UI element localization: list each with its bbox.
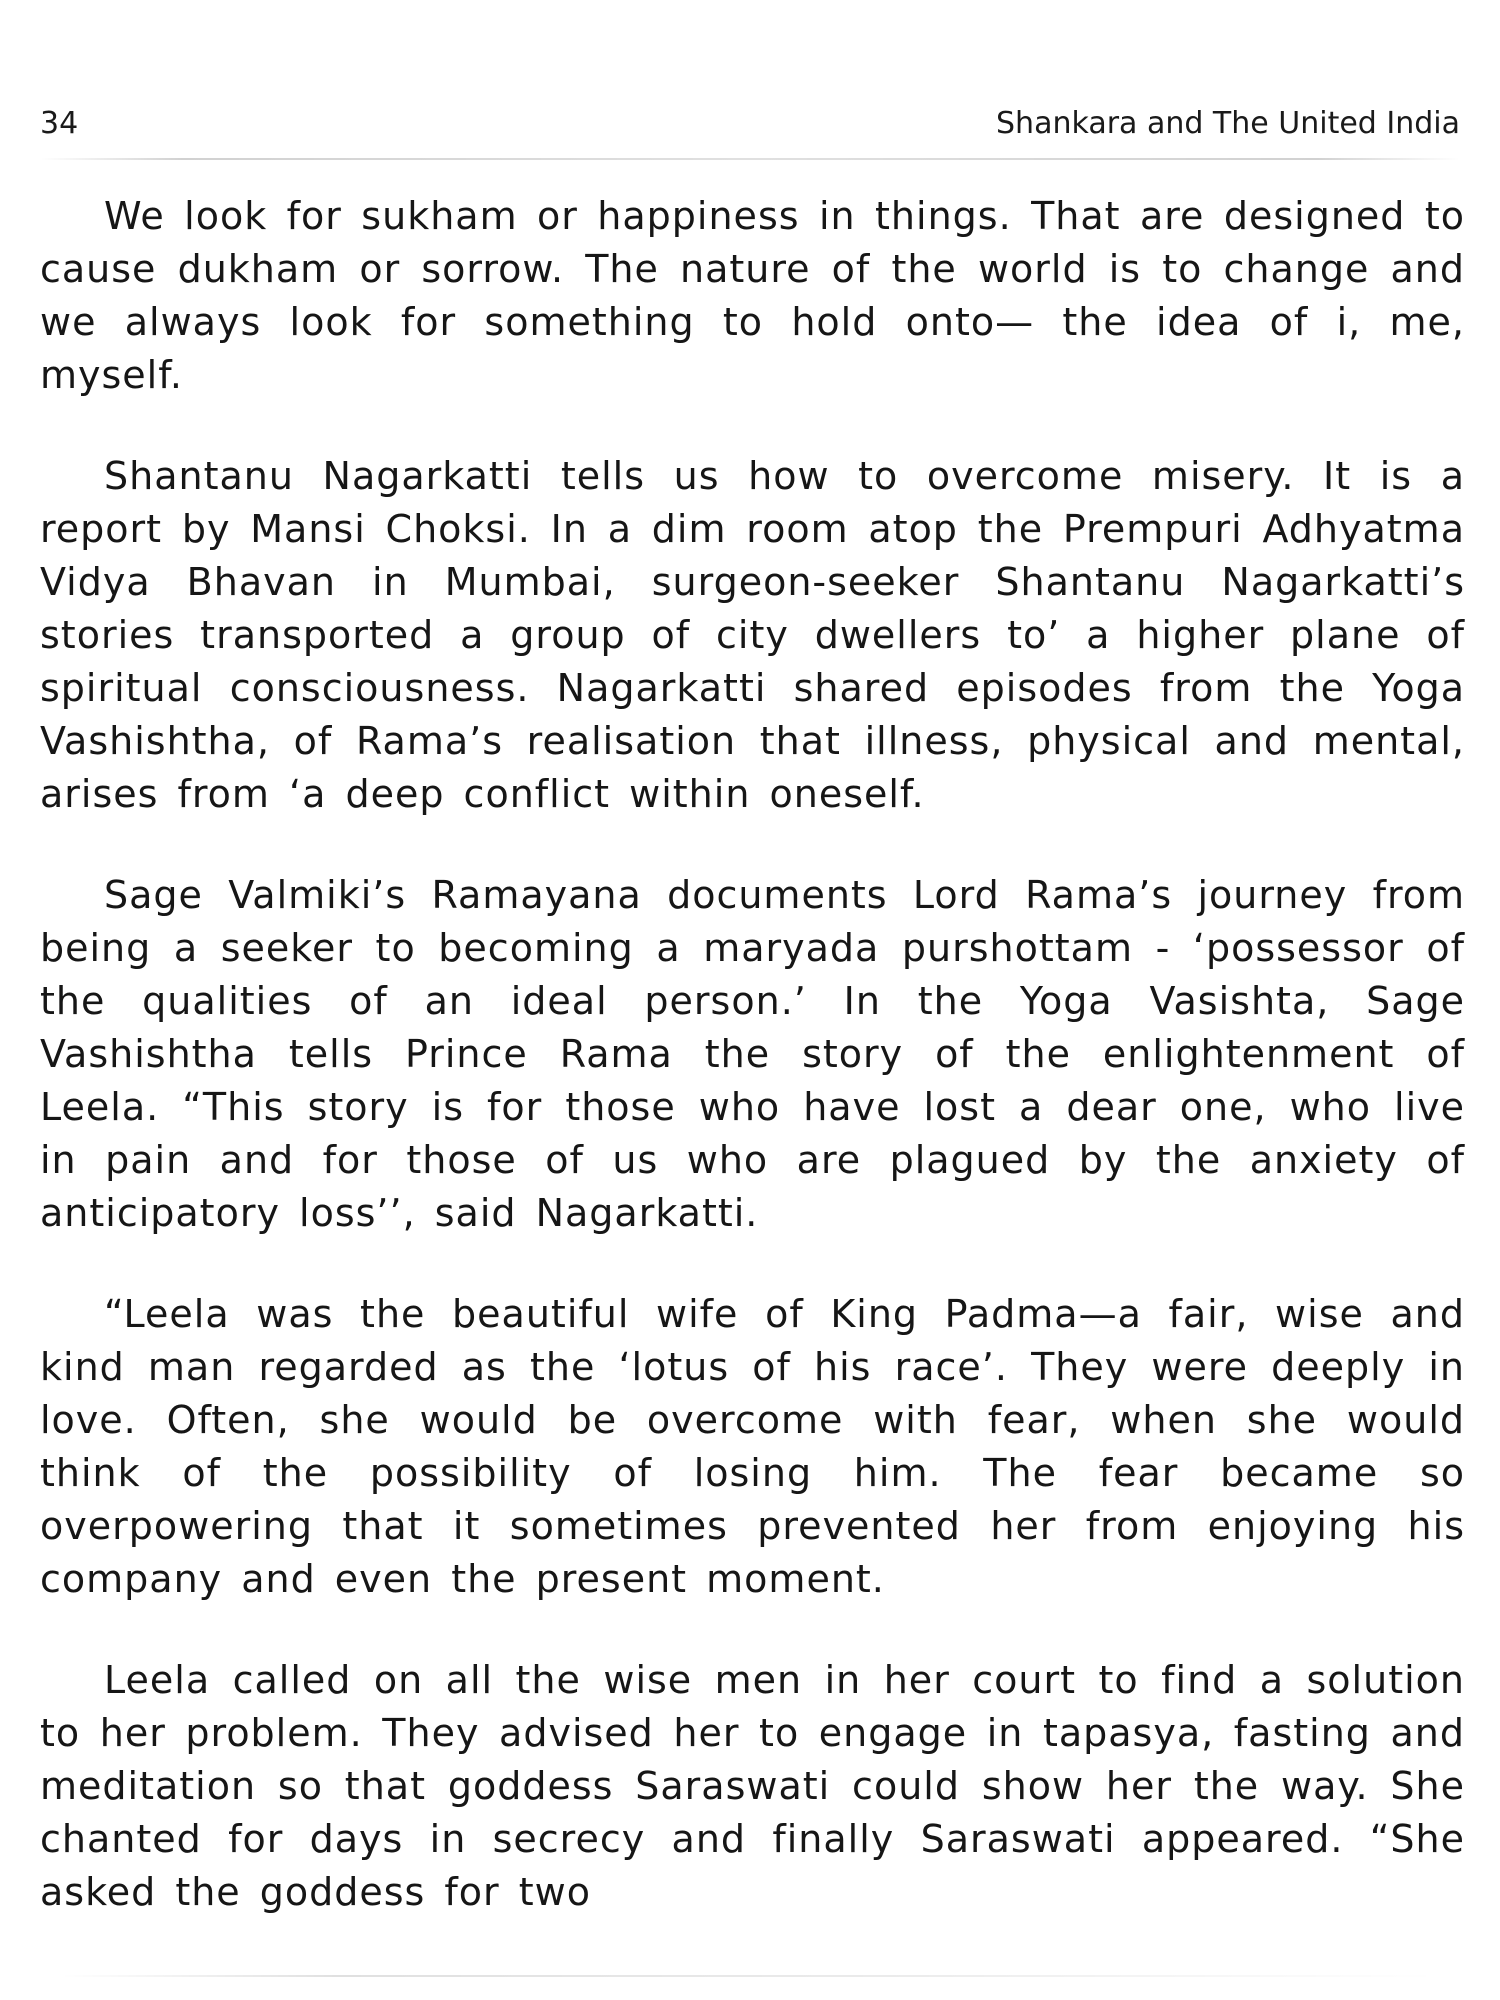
page-number: 34 [40,106,79,141]
paragraph-1: We look for sukham or happiness in things. That are designed to cause dukham or sorrow. The nature of the world is to change and we always look for something to hold onto— the idea of i, me, myself. [40,194,1465,397]
paragraph-2: Shantanu Nagarkatti tells us how to overcome misery. It is a report by Mansi Choksi. In a dim room atop the Prempuri Adhyatma Vidya Bhavan in Mumbai, surgeon-seeker Shantanu Nagarkatti’s stories transported a group of city dwellers to’ a higher plane of spiritual consciousness. Nagarkatti shared episodes from the Yoga Vashishtha, of Rama’s realisation that illness, physical and mental, arises from ‘a deep conflict within oneself. [40,454,1465,816]
page-body [40,190,1465,1919]
page-header [40,104,1460,144]
running-title: Shankara and The United India [996,106,1460,141]
paragraph-4: “Leela was the beautiful wife of King Padma—a fair, wise and kind man regarded as the ‘lotus of his race’. They were deeply in love. Often, she would be overcome with fear, when she would think of the possibility of losing him. The fear became so overpowering that it sometimes prevented her from enjoying his company and even the present moment. [40,1292,1465,1601]
paragraph-5: Leela called on all the wise men in her court to find a solution to her problem. They advised her to engage in tapasya, fasting and meditation so that goddess Saraswati could show her the way. She chanted for days in secrecy and finally Saraswati appeared. “She asked the goddess for two [40,1658,1465,1914]
footer-divider [60,1975,1440,1977]
paragraph-3: Sage Valmiki’s Ramayana documents Lord Rama’s journey from being a seeker to becoming a maryada purshottam - ‘possessor of the qualities of an ideal person.’ In the Yoga Vasishta, Sage Vashishtha tells Prince Rama the story of the enlightenment of Leela. “This story is for those who have lost a dear one, who live in pain and for those of us who are plagued by the anxiety of anticipatory loss’’, said Nagarkatti. [40,873,1465,1235]
header-divider [40,158,1460,160]
